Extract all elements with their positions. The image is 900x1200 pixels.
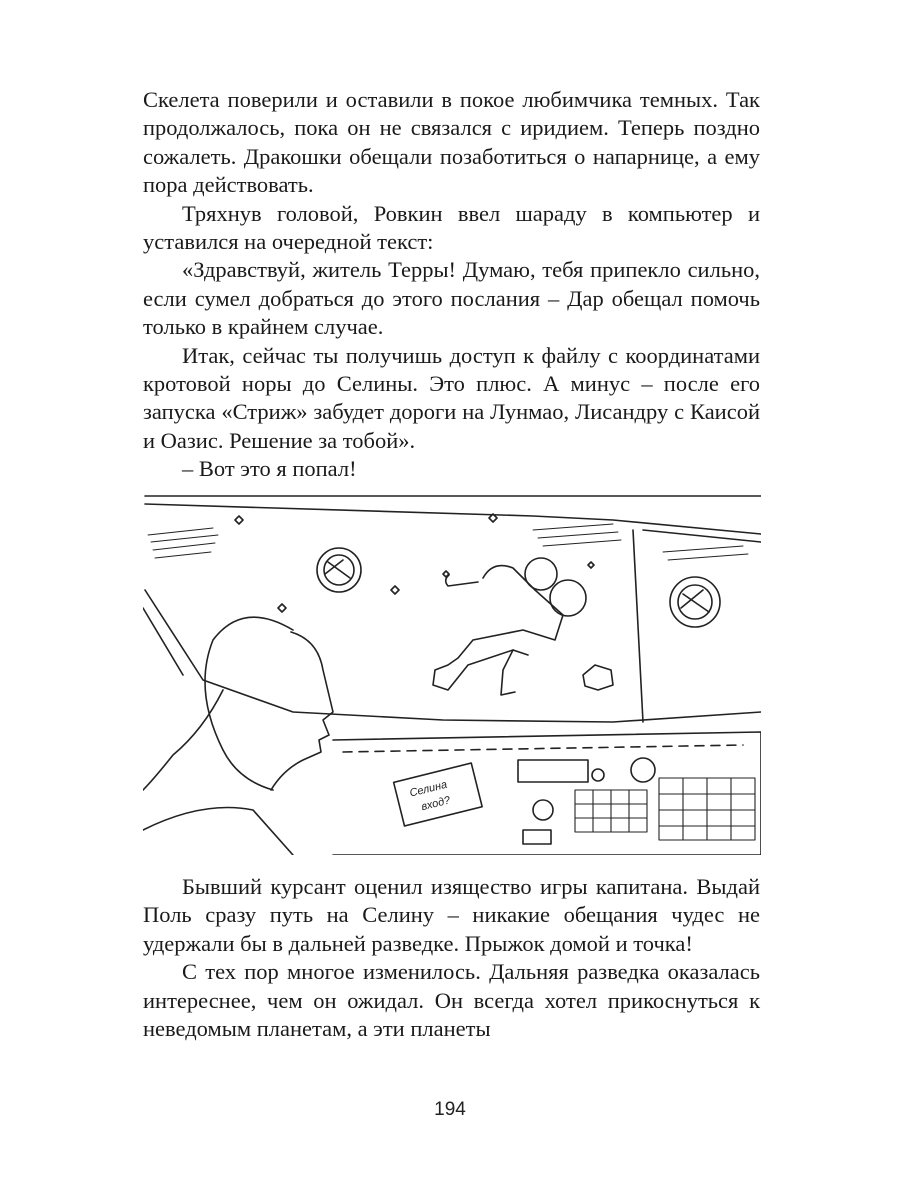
paragraph: С тех пор многое изменилось. Дальняя разведка оказалась интереснее, чем он ожидал. Он всегда хотел прикоснуться к неведомым планетам, а эти планеты	[143, 959, 760, 1042]
paragraph: Бывший курсант оценил изящество игры капитана. Выдай Поль сразу путь на Селину – никакие обещания чудес не удержали бы в дальней разведке. Прыжок домой и точка!	[143, 874, 760, 956]
sign-line1: Селина	[408, 778, 449, 800]
paragraph: Итак, сейчас ты получишь доступ к файлу с координатами кротовой норы до Селины. Это плюс. А минус – после его запуска «Стриж» забудет дороги на Лунмао, Лисандру с Каисой и Оазис. Решение за тобой».	[143, 342, 760, 453]
cockpit-illustration	[143, 490, 761, 855]
helmet-right-icon	[670, 577, 720, 627]
stars	[235, 514, 594, 612]
paragraph: Тряхнув головой, Ровкин ввел шараду в компьютер и уставился на очередной текст:	[143, 200, 760, 255]
top-text-block	[143, 86, 760, 484]
windshield-frame	[143, 496, 761, 722]
astronaut-icon	[433, 558, 586, 695]
paragraph: – Вот это я попал!	[182, 456, 357, 482]
bottom-text-block	[143, 873, 760, 1043]
page-number: 194	[434, 1099, 466, 1120]
asteroid-icon	[583, 665, 613, 690]
paragraph: Скелета поверили и оставили в покое любимчика темных. Так продолжалось, пока он не связался с иридием. Теперь поздно сожалеть. Дракошки обещали позаботиться о напарнице, а ему пора действовать.	[143, 87, 760, 198]
space-hatching	[148, 524, 748, 560]
floating-helmet-icon	[317, 548, 361, 592]
pilot-figure	[143, 617, 333, 855]
sign-line2: вход?	[420, 794, 452, 814]
paragraph: «Здравствуй, житель Терры! Думаю, тебя припекло сильно, если сумел добраться до этого послания – Дар обещал помочь только в крайнем случае.	[143, 257, 760, 340]
keypad	[575, 778, 755, 840]
dashboard	[333, 732, 761, 855]
navigation-sign	[394, 763, 483, 826]
